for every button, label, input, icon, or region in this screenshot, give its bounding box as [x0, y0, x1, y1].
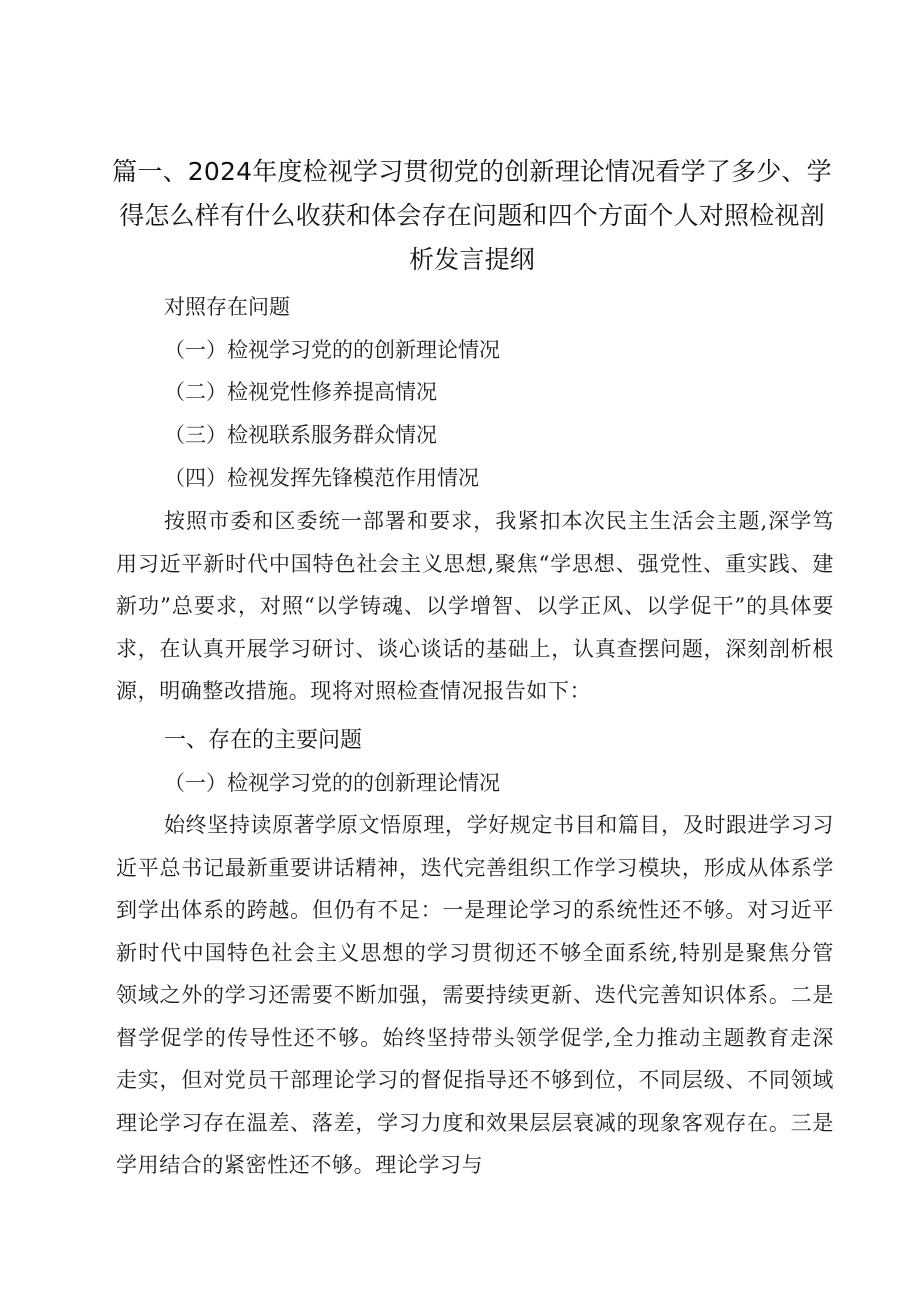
body-paragraph: 始终坚持读原著学原文悟原理，学好规定书目和篇目，及时跟进学习习近平总书记最新重要讲话精神，迭代完善组织工作学习模块，形成从体系学到学出体系的跨越。但仍有不足：一是理论学习的系统性还不够。对习近平新时代中国特色社会主义思想的学习贯彻还不够全面系统,特别是聚焦分管领域之外的学习还需要不断加强，需要持续更新、迭代完善知识体系。二是督学促学的传导性还不够。始终坚持带头领学促学,全力推动主题教育走深走实，但对党员干部理论学习的督促指导还不够到位，不同层级、不同领域理论学习存在温差、落差，学习力度和效果层层衰减的现象客观存在。三是学用结合的紧密性还不够。理论学习与 [116, 813, 834, 1177]
outline-heading: 对照存在问题 [164, 295, 290, 319]
subsection-heading: （一）检视学习党的的创新理论情况 [164, 771, 500, 795]
outline-item-3: （三）检视联系服务群众情况 [164, 423, 437, 447]
section-heading: 一、存在的主要问题 [164, 728, 363, 753]
outline-item-2: （二）检视党性修养提高情况 [164, 380, 437, 404]
document-title: 篇一、2024年度检视学习贯彻党的创新理论情况看学了多少、学得怎么样有什么收获和体会存在问题和四个方面个人对照检视剖析发言提纲 [112, 157, 832, 274]
intro-paragraph: 按照市委和区委统一部署和要求，我紧扣本次民主生活会主题,深学笃用习近平新时代中国特色社会主义思想,聚焦“学思想、强党性、重实践、建新功”总要求，对照“以学铸魂、以学增智、以学正风、以学促干”的具体要求，在认真开展学习研讨、谈心谈话的基础上，认真查摆问题，深刻剖析根源，明确整改措施。现将对照检查情况报告如下： [116, 509, 834, 703]
outline-item-4: （四）检视发挥先锋模范作用情况 [164, 466, 479, 490]
outline-item-1: （一）检视学习党的的创新理论情况 [164, 338, 500, 362]
